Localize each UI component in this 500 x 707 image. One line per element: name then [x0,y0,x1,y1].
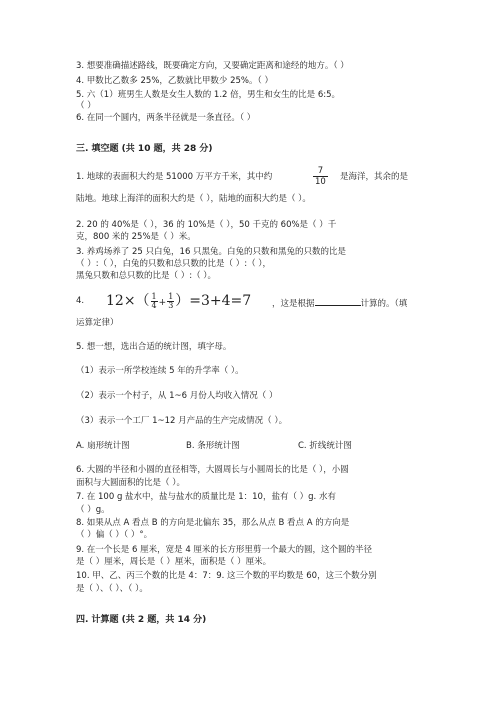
q4-fraction-1-denominator: 4 [151,300,157,310]
q4-line [76,291,436,317]
q4-expr-end: ）=3+4=7 [175,293,252,309]
q5-option-c: C. 折线统计图 [298,441,352,451]
q4-expression [106,291,251,313]
q4-fraction-2 [167,293,174,310]
q1-fraction-denominator: 10 [315,177,326,187]
q1-fraction [313,166,328,187]
q2-line-a: 2. 20 的 40%是（ ），36 的 10%是（ ），50 千克的 60%是（ ）千 [76,220,337,230]
q6-line-b: 面积与大圆面积的比是（ ）。 [76,478,185,488]
q5-option-a: A. 扇形统计图 [76,441,130,451]
q4-fraction-1-numerator: 1 [151,291,157,301]
q4-tail [272,296,407,309]
q9-line-a: 9. 在一个长是 6 厘米，宽是 4 厘米的长方形里剪一个最大的圆，这个圆的半径 [76,545,372,555]
judge-item-6: 6. 在同一个圆内，两条半径就是一条直径。（ ） [76,113,256,123]
q1-line-b: 是海洋，其余的是 [340,172,409,182]
q1-line-a: 1. 地球的表面积大约是 51000 万平方千米，其中约 [76,172,273,182]
q4-expr-start: 12×（ [106,293,150,309]
q5-item-1: （1）表示一所学校连续 5 年的升学率（ ）。 [76,366,244,376]
judge-item-4: 4. 甲数比乙数多 25%，乙数就比甲数少 25%。（ ） [76,76,273,86]
q8-line-a: 8. 如果从点 A 看点 B 的方向是北偏东 35，那么从点 B 看点 A 的方向是 [76,518,350,528]
q6-line-a: 6. 大圆的半径和小圆的直径相等，大圆周长与小圆周长的比是（ ），小圆 [76,465,349,475]
q3-line-c: 黑兔只数和总只数的比是（ ）:（ ）。 [76,271,217,281]
q4-fraction-2-denominator: 3 [168,300,174,310]
q1-fraction-numerator: 7 [313,166,328,177]
q4-line-c: 运算定律） [76,318,119,328]
judge-item-5-blank: （ ） [76,101,96,111]
q8-line-b: （ ）偏（ ）（ ）°。 [76,530,153,540]
q7-line-b: （ ）g。 [76,505,110,515]
judge-item-5: 5. 六（1）班男生人数是女生人数的 1.2 倍，男生和女生的比是 6:5。 [76,90,341,100]
q5-option-b: B. 条形统计图 [186,441,240,451]
q4-tail-a: ，这是根据 [272,299,315,309]
q4-number: 4. [76,296,85,306]
q5-item-3: （3）表示一个工厂 1~12 月产品的生产完成情况（ ）。 [76,416,288,426]
q5-prompt: 5. 想一想，选出合适的统计图，填字母。 [76,342,232,352]
q7-line-a: 7. 在 100 g 盐水中，盐与盐水的质量比是 1：10，盐有（ ）g. 水有 [76,492,336,502]
q5-item-2: （2）表示一个村子，从 1~6 月份人均收入情况（ ） [76,391,278,401]
q4-answer-blank [315,296,361,306]
q4-plus: + [158,298,167,308]
q2-line-b: 克，800 米的 25%是（ ）米。 [76,232,196,242]
q10-line-a: 10. 甲、乙、丙三个数的比是 4：7：9. 这三个数的平均数是 60，这三个数分别 [76,571,377,581]
q3-line-a: 3. 养鸡场养了 25 只白兔，16 只黑兔。白兔的只数和黑兔的只数的比是 [76,247,347,257]
q4-fraction-1 [151,293,158,310]
q10-line-b: 是（ ）、（ ）、（ ）。 [76,584,148,594]
q4-fraction-2-numerator: 1 [168,291,174,301]
judge-item-3: 3. 想要准确描述路线，既要确定方向，又要确定距离和途经的地方。（ ） [76,61,349,71]
section-4-heading: 四. 计算题 (共 2 题，共 14 分) [76,615,207,625]
section-3-heading: 三. 填空题 (共 10 题，共 28 分) [76,144,213,154]
q3-line-b: （ ）:（ ），白兔的只数和总只数的比是（ ）:（ ）， [76,259,272,269]
q4-tail-b: 计算的。（填 [360,299,408,309]
q9-line-b: 是（ ）厘米，周长是（ ）厘米，面积是（ ）厘米。 [76,557,272,567]
q1-line-c: 陆地。地球上海洋的面积大约是（ ），陆地的面积大约是（ ）。 [76,194,311,204]
